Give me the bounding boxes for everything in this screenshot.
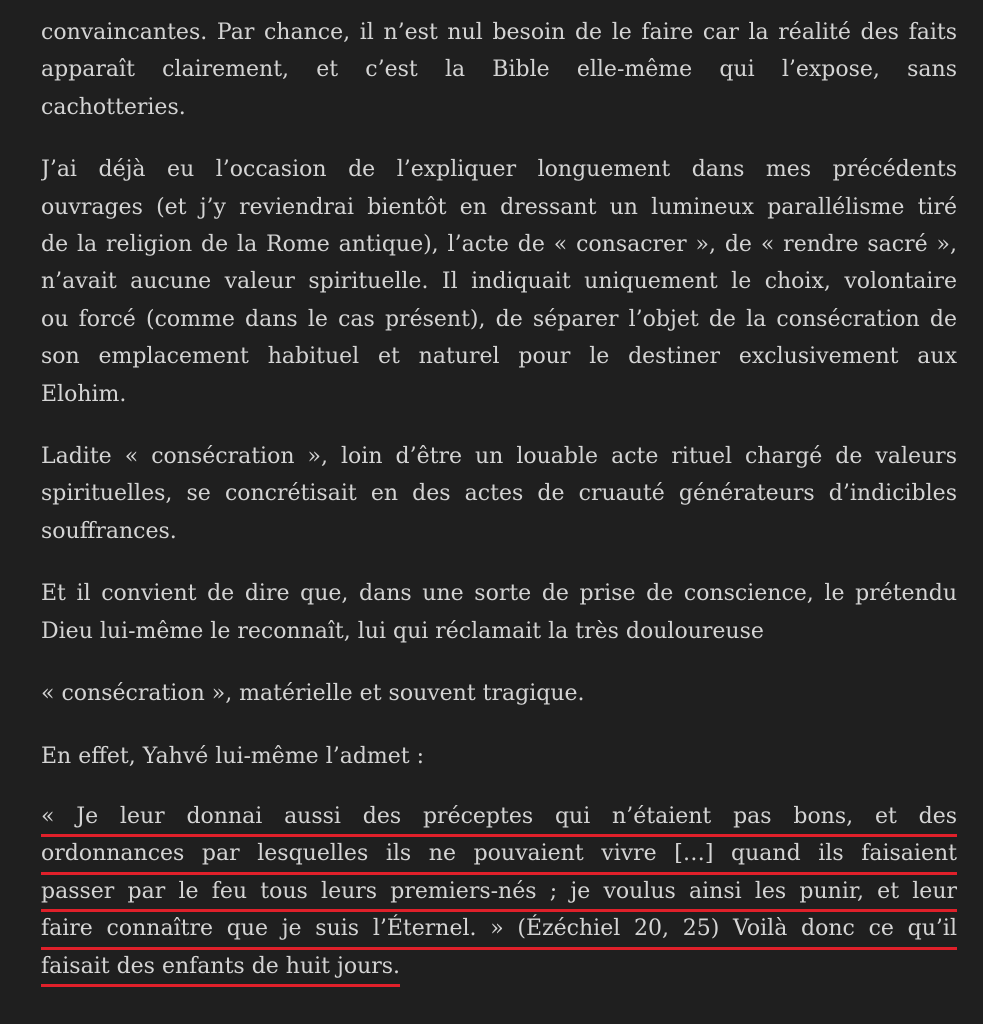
text-line: souffrances. (41, 518, 177, 544)
text-line: apparaît clairement, et c’est la Bible elle-même qui l’expose, sans (41, 57, 957, 83)
underlined-quote-line: passer par le feu tous leurs premiers-nés ; je voulus ainsi les punir, et leur (41, 875, 957, 912)
text-line: n’avait aucune valeur spirituelle. Il indiquait uniquement le choix, volontaire (41, 269, 957, 295)
underlined-quote-line: ordonnances par lesquelles ils ne pouvaient vivre […] quand ils faisaient (41, 837, 957, 874)
text-line: Et il convient de dire que, dans une sorte de prise de conscience, le prétendu (41, 581, 957, 607)
text-line: J’ai déjà eu l’occasion de l’expliquer longuement dans mes précédents (41, 157, 957, 183)
text-line: « consécration », matérielle et souvent tragique. (41, 681, 585, 707)
text-line: Ladite « consécration », loin d’être un louable acte rituel chargé de valeurs (41, 444, 957, 470)
paragraph-5 (41, 675, 957, 712)
paragraph-4 (41, 575, 957, 650)
paragraph-3 (41, 438, 957, 550)
underlined-quote-line: faisait des enfants de huit jours. (41, 950, 400, 987)
text-line: de la religion de la Rome antique), l’acte de « consacrer », de « rendre sacré », (41, 232, 957, 258)
underlined-quote-line: « Je leur donnai aussi des préceptes qui n’étaient pas bons, et des (41, 800, 957, 837)
underlined-quote-line: faire connaître que je suis l’Éternel. » (Ézéchiel 20, 25) Voilà donc ce qu’il (41, 912, 957, 949)
text-line: En effet, Yahvé lui-même l’admet : (41, 743, 425, 769)
paragraph-6 (41, 738, 957, 775)
text-line: cachotteries. (41, 94, 186, 120)
text-line: Dieu lui-même le reconnaît, lui qui réclamait la très douloureuse (41, 618, 764, 644)
document-page (41, 14, 957, 1024)
paragraph-2 (41, 151, 957, 413)
text-line: ou forcé (comme dans le cas présent), de séparer l’objet de la consécration de (41, 306, 957, 332)
text-line: convaincantes. Par chance, il n’est nul besoin de le faire car la réalité des faits (41, 20, 957, 45)
text-line: Elohim. (41, 381, 127, 407)
highlighted-quote (41, 800, 957, 999)
text-line: ouvrages (et j’y reviendrai bientôt en dressant un lumineux parallélisme tiré (41, 194, 957, 220)
text-line: son emplacement habituel et naturel pour le destiner exclusivement aux (41, 344, 957, 370)
paragraph-1 (41, 14, 957, 126)
text-line: spirituelles, se concrétisait en des actes de cruauté générateurs d’indicibles (41, 481, 957, 507)
